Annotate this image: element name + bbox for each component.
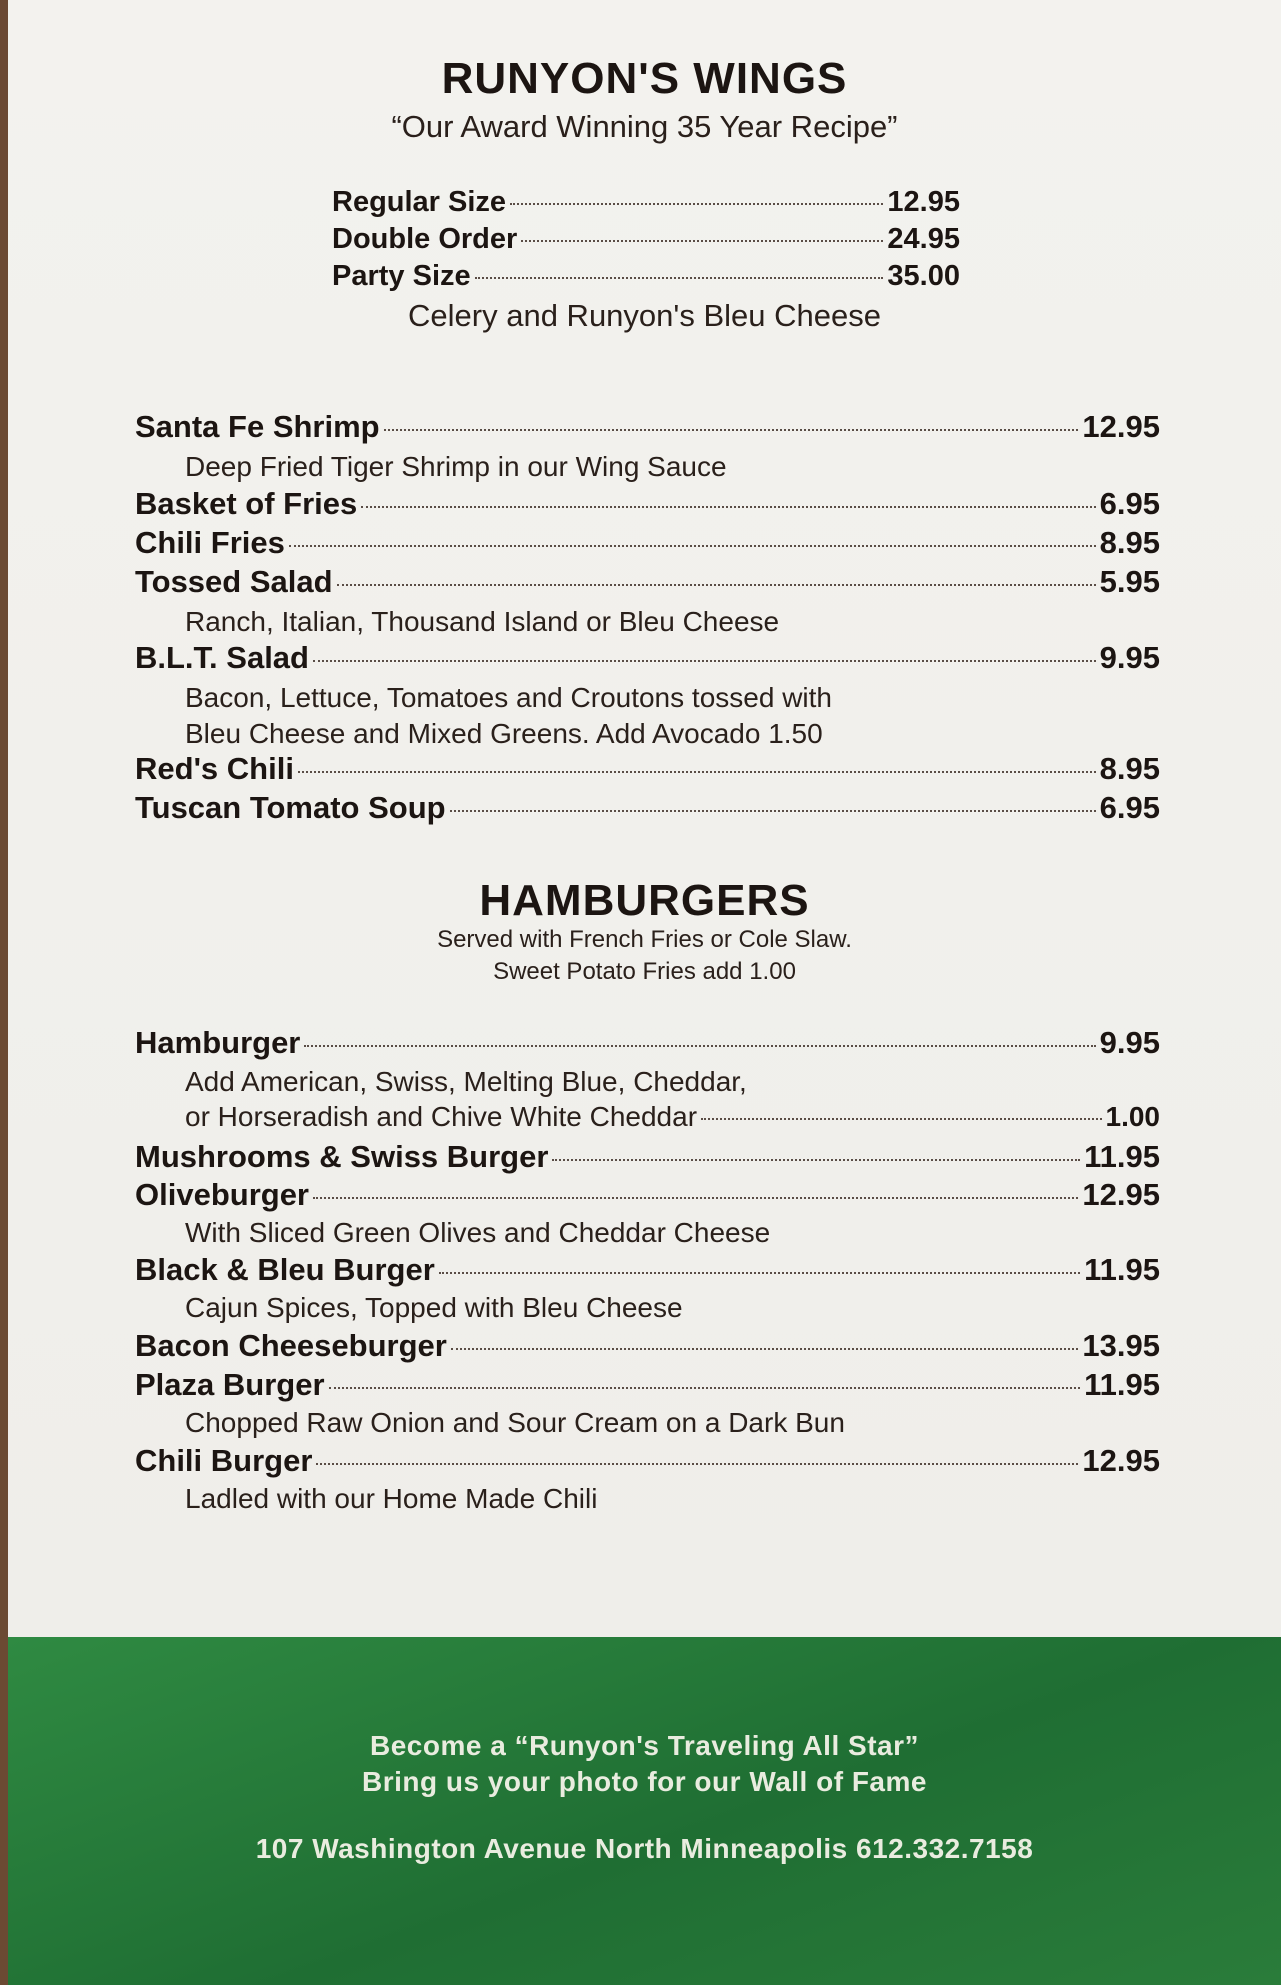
item-price: 8.95	[1099, 751, 1160, 786]
hamburgers-subtitle: Sweet Potato Fries add 1.00	[493, 958, 796, 985]
leader-dots	[384, 429, 1079, 431]
menu-item	[135, 1177, 1160, 1213]
item-name: Red's Chili	[135, 751, 294, 786]
leader-dots	[451, 1348, 1079, 1350]
leader-dots	[337, 584, 1096, 586]
wing-size-price: 35.00	[887, 260, 960, 292]
item-description: Ladled with our Home Made Chili	[185, 1483, 598, 1514]
item-price: 12.95	[1082, 409, 1160, 444]
leader-dots	[552, 1159, 1080, 1161]
item-price: 9.95	[1099, 640, 1160, 675]
footer-band	[8, 1637, 1281, 1985]
wing-size-name: Party Size	[332, 260, 471, 292]
menu-item	[135, 525, 1160, 561]
menu-item	[135, 486, 1160, 522]
leader-dots	[361, 506, 1095, 508]
wings-subtitle: “Our Award Winning 35 Year Recipe”	[391, 109, 898, 144]
wing-size-price: 12.95	[887, 186, 960, 218]
addon-row	[185, 1101, 1160, 1133]
menu-item	[135, 640, 1160, 676]
leader-dots	[313, 660, 1096, 662]
leader-dots	[450, 810, 1096, 812]
item-name: Chili Burger	[135, 1443, 313, 1478]
item-description: Cajun Spices, Topped with Bleu Cheese	[185, 1292, 683, 1323]
item-price: 8.95	[1099, 525, 1160, 560]
footer-promo-line: Bring us your photo for our Wall of Fame	[362, 1766, 927, 1797]
item-description: Add American, Swiss, Melting Blue, Cheddar,	[185, 1066, 747, 1097]
wing-size-name: Regular Size	[332, 186, 507, 218]
item-name: Hamburger	[135, 1025, 301, 1060]
item-name: Basket of Fries	[135, 486, 358, 521]
item-name: Tuscan Tomato Soup	[135, 790, 446, 825]
menu-item	[135, 409, 1160, 445]
item-price: 6.95	[1099, 790, 1160, 825]
wings-note: Celery and Runyon's Bleu Cheese	[408, 298, 881, 333]
item-price: 12.95	[1082, 1443, 1160, 1478]
hamburgers-title: HAMBURGERS	[479, 876, 810, 925]
item-price: 5.95	[1099, 564, 1160, 599]
item-name: Bacon Cheeseburger	[135, 1328, 447, 1363]
item-description: Bacon, Lettuce, Tomatoes and Croutons tossed with	[185, 682, 832, 713]
menu-item	[135, 1328, 1160, 1364]
item-description: With Sliced Green Olives and Cheddar Cheese	[185, 1217, 771, 1248]
item-price: 6.95	[1099, 486, 1160, 521]
item-description: Chopped Raw Onion and Sour Cream on a Dark Bun	[185, 1407, 845, 1438]
item-name: Black & Bleu Burger	[135, 1252, 435, 1287]
footer-address: 107 Washington Avenue North Minneapolis 612.332.7158	[255, 1833, 1034, 1864]
wing-size-price: 24.95	[887, 223, 960, 255]
footer-promo-line: Become a “Runyon's Traveling All Star”	[370, 1730, 919, 1761]
wing-size-row	[332, 186, 960, 219]
menu-item	[135, 564, 1160, 600]
item-name: B.L.T. Salad	[135, 640, 309, 675]
leader-dots	[521, 240, 883, 242]
leader-dots	[439, 1272, 1080, 1274]
menu-item	[135, 790, 1160, 826]
item-name: Tossed Salad	[135, 564, 333, 599]
leader-dots	[298, 771, 1096, 773]
item-name: Chili Fries	[135, 525, 285, 560]
item-description: Deep Fried Tiger Shrimp in our Wing Sauce	[185, 451, 727, 482]
item-price: 11.95	[1084, 1252, 1160, 1287]
menu-item	[135, 751, 1160, 787]
item-price: 12.95	[1082, 1177, 1160, 1212]
addon-name: or Horseradish and Chive White Cheddar	[185, 1101, 698, 1132]
menu-item	[135, 1139, 1160, 1175]
item-name: Santa Fe Shrimp	[135, 409, 380, 444]
leader-dots	[329, 1387, 1081, 1389]
wing-size-row	[332, 260, 960, 293]
item-description: Bleu Cheese and Mixed Greens. Add Avocado 1.50	[185, 718, 823, 749]
leader-dots	[475, 277, 884, 279]
menu-item	[135, 1025, 1160, 1061]
leader-dots	[510, 203, 883, 205]
item-description: Ranch, Italian, Thousand Island or Bleu Cheese	[185, 606, 780, 637]
wing-size-name: Double Order	[332, 223, 518, 255]
item-price: 11.95	[1084, 1139, 1160, 1174]
item-price: 11.95	[1084, 1367, 1160, 1402]
item-name: Mushrooms & Swiss Burger	[135, 1139, 549, 1174]
menu-item	[135, 1367, 1160, 1403]
hamburgers-subtitle: Served with French Fries or Cole Slaw.	[437, 926, 852, 953]
leader-dots	[701, 1118, 1101, 1120]
menu-item	[135, 1252, 1160, 1288]
addon-price: 1.00	[1105, 1101, 1160, 1132]
leader-dots	[316, 1463, 1078, 1465]
menu-item	[135, 1443, 1160, 1479]
menu-page	[8, 0, 1281, 1985]
item-name: Plaza Burger	[135, 1367, 325, 1402]
wings-title: RUNYON'S WINGS	[441, 54, 848, 103]
leader-dots	[304, 1045, 1095, 1047]
menu-paper	[8, 0, 1281, 1637]
leader-dots	[289, 545, 1096, 547]
item-name: Oliveburger	[135, 1177, 309, 1212]
item-price: 9.95	[1099, 1025, 1160, 1060]
wing-size-row	[332, 223, 960, 256]
leader-dots	[313, 1197, 1078, 1199]
item-price: 13.95	[1082, 1328, 1160, 1363]
